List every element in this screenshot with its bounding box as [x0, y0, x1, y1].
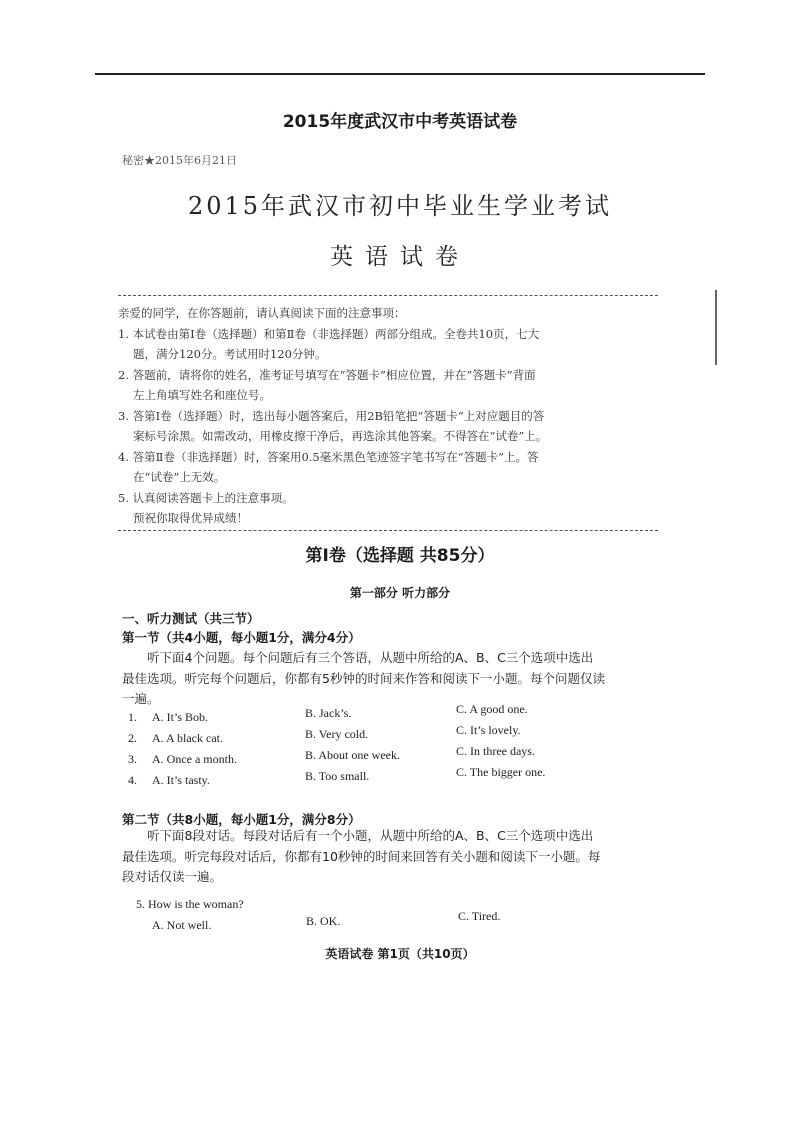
instruction-line: 最佳选项。听完每段对话后，你都有10秒钟的时间来回答有关小题和阅读下一小题。每 [122, 848, 601, 864]
question-number: 3. [128, 752, 137, 766]
option-c: C. The bigger one. [456, 765, 546, 779]
option-a: A. It’s tasty. [152, 773, 210, 787]
notice-line: 预祝你取得优异成绩！ [133, 511, 248, 525]
notice-bottom-rule [118, 530, 658, 531]
option-a: A. A black cat. [152, 731, 223, 745]
section2-instructions [122, 826, 678, 888]
option-b: B. Too small. [305, 769, 370, 783]
option-b: B. OK. [306, 914, 341, 928]
section1-heading: 第一节（共4小题，每小题1分，满分4分） [122, 630, 361, 645]
option-a: A. Not well. [152, 918, 212, 932]
part-title: 第Ⅰ卷（选择题 共85分） [305, 546, 495, 566]
option-b: B. Jack’s. [305, 706, 352, 720]
section-heading: 一、听力测试（共三节） [122, 611, 260, 626]
instruction-line: 最佳选项。听完每个问题后，你都有5秒钟的时间来作答和阅读下一小题。每个问题仅读 [122, 670, 605, 686]
notice-line: 案标号涂黑。如需改动，用橡皮擦干净后，再选涂其他答案。不得答在“试卷”上。 [133, 429, 548, 443]
instruction-line: 段对话仅读一遍。 [122, 869, 223, 884]
notice-line: 在“试卷”上无效。 [133, 470, 226, 484]
notice-line: 1. 本试卷由第Ⅰ卷（选择题）和第Ⅱ卷（非选择题）两部分组成。全卷共10页，七大 [118, 326, 540, 341]
secret-date: 秘密★2015年6月21日 [122, 154, 237, 167]
header-rule [95, 73, 705, 75]
section2-heading: 第二节（共8小题，每小题1分，满分8分） [122, 812, 361, 827]
notice-line: 亲爱的同学，在你答题前，请认真阅读下面的注意事项： [118, 306, 406, 320]
question-number: 1. [128, 710, 137, 724]
option-a: A. It’s Bob. [152, 710, 209, 724]
notice-line: 左上角填写姓名和座位号。 [133, 388, 271, 402]
notice-line: 3. 答第Ⅰ卷（选择题）时，选出每小题答案后，用2B铅笔把“答题卡”上对应题目的答 [118, 408, 545, 423]
document-title: 2015年度武汉市中考英语试卷 [282, 112, 518, 132]
scan-artifact [715, 290, 717, 365]
option-b: B. Very cold. [305, 727, 369, 741]
notice-line: 4. 答第Ⅱ卷（非选择题）时，答案用0.5毫米黑色笔迹签字笔书写在“答题卡”上。答 [118, 449, 539, 464]
notice-line: 题，满分120分。考试用时120分钟。 [133, 347, 327, 361]
option-c: C. Tired. [458, 909, 501, 923]
notice-block [118, 303, 673, 529]
notice-line: 2. 答题前，请将你的姓名，准考证号填写在“答题卡”相应位置，并在“答题卡”背面 [118, 367, 536, 382]
question-number: 2. [128, 731, 137, 745]
option-a: A. Once a month. [152, 752, 237, 766]
subject-title: 英语试卷 [330, 244, 470, 270]
section1-instructions [122, 648, 678, 710]
instruction-line: 一遍。 [122, 691, 160, 706]
notice-line: 5. 认真阅读答题卡上的注意事项。 [118, 490, 294, 505]
question-stem: 5. How is the woman? [136, 897, 244, 911]
notice-top-rule [118, 295, 658, 296]
page-footer: 英语试卷 第1页（共10页） [325, 947, 475, 961]
option-c: C. A good one. [456, 702, 528, 716]
question-number: 4. [128, 773, 137, 787]
instruction-line: 听下面8段对话。每段对话后有一个小题，从题中所给的A、B、C三个选项中选出 [147, 828, 594, 843]
option-c: C. It’s lovely. [456, 723, 521, 737]
sub-title: 第一部分 听力部分 [349, 586, 451, 600]
option-b: B. About one week. [305, 748, 400, 762]
exam-title: 2015年武汉市初中毕业生学业考试 [187, 192, 613, 220]
option-c: C. In three days. [456, 744, 535, 758]
instruction-line: 听下面4个问题。每个问题后有三个答语，从题中所给的A、B、C三个选项中选出 [147, 650, 594, 665]
